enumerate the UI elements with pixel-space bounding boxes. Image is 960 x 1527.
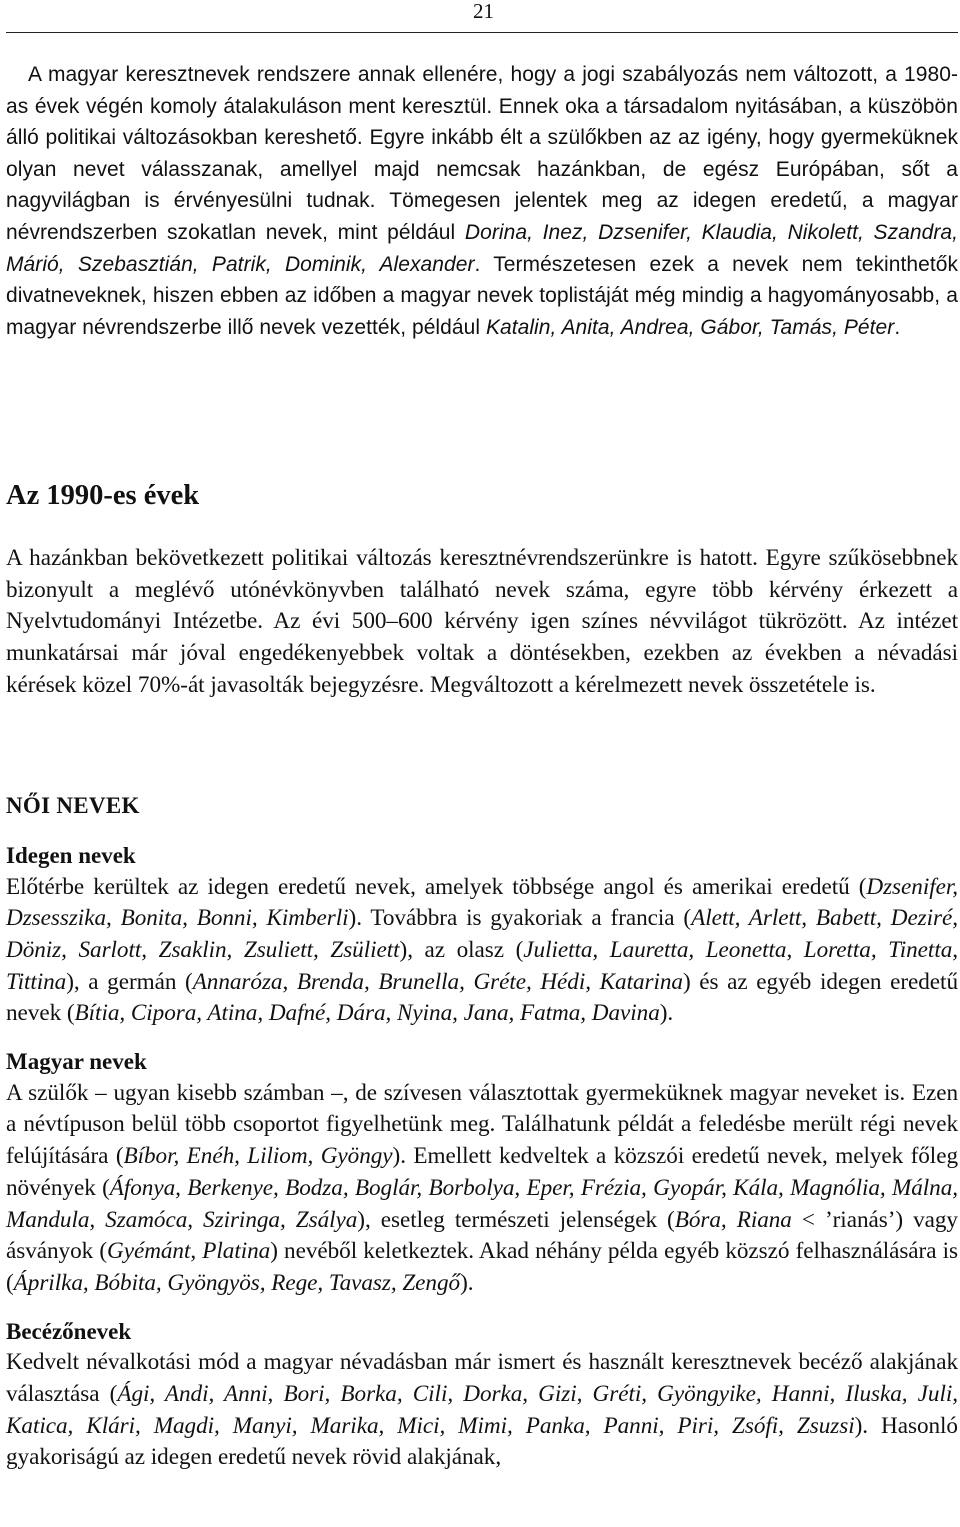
- spacer: [6, 1030, 958, 1046]
- subsection-idegen: [6, 840, 958, 1030]
- text-run: ), esetleg természeti jelenségek (: [357, 1206, 675, 1233]
- italic-run: Dorina, Inez, Dzsenifer, Klaudia, Nikolett, Szandra, Márió, Szebasztián, Patrik, Dominik, Alexander: [6, 220, 958, 276]
- italic-run: Annaróza, Brenda, Brunella, Gréte, Hédi, Katarina: [192, 968, 683, 995]
- text-run: . Természetesen ezek a nevek nem tekinthetők divatneveknek, hiszen ebben az időben a magyar nevek toplistáját még mindig a hagyományosabb, a magyar névrendszerbe illő nevek vezették, például: [6, 252, 958, 339]
- text-run: ). Emellett kedveltek a közszói eredetű nevek, melyek főleg növények (: [6, 1143, 958, 1201]
- italic-run: Bíbor, Enéh, Liliom, Gyöngy: [123, 1143, 393, 1170]
- subsection-paragraph: [6, 872, 958, 1031]
- text-run: ) és az egyéb idegen eredetű nevek (: [6, 968, 958, 1027]
- italic-run: Áprilka, Bóbita, Gyöngyös, Rege, Tavasz, Zengő: [13, 1269, 461, 1296]
- text-run: ). Hasonló gyakoriságú az idegen eredetű nevek rövid alakjának,: [6, 1412, 958, 1471]
- header-rule: [6, 32, 958, 33]
- intro-paragraph: [6, 59, 958, 343]
- subsection-paragraph: [6, 1347, 958, 1474]
- text-run: A szülők – ugyan kisebb számban –, de szívesen választottak gyermeküknek magyar neveket is. Ezen a névtípuson belül több csoportot figyelhetünk meg. Találhatunk példát a feledésbe merült régi nevek felújítására (: [6, 1079, 958, 1170]
- italic-run: Dzsenifer, Dzsesszika, Bonita, Bonni, Kimberli: [6, 873, 958, 932]
- italic-run: Bóra, Riana: [674, 1206, 792, 1233]
- section-heading: Az 1990-es évek: [6, 480, 200, 511]
- text-run: ). Továbbra is gyakoriak a francia (: [348, 905, 692, 932]
- intro-section: [6, 59, 958, 343]
- section-1990s: [6, 543, 958, 702]
- italic-run: Bítia, Cipora, Atina, Dafné, Dára, Nyina, Jana, Fatma, Davina: [74, 1000, 660, 1027]
- section-paragraph: [6, 543, 958, 702]
- text-run: ).: [659, 1000, 674, 1027]
- italic-run: Áfonya, Berkenye, Bodza, Boglár, Borbolya, Eper, Frézia, Gyopár, Kála, Magnólia, Málna, Mandula, Szamóca, Sziringa, Zsálya: [6, 1174, 958, 1233]
- category-heading: NŐI NEVEK: [6, 793, 140, 818]
- spacer: [6, 1300, 958, 1316]
- italic-run: Julietta, Lauretta, Leonetta, Loretta, Tinetta, Tittina: [6, 937, 959, 995]
- text-run: ).: [460, 1269, 474, 1296]
- text-run: ), az olasz (: [399, 937, 524, 963]
- subsections: [6, 840, 958, 1474]
- italic-run: Katalin, Anita, Andrea, Gábor, Tamás, Péter: [485, 315, 895, 339]
- text-run: < ’rianás’) vagy ásványok (: [6, 1206, 958, 1265]
- subsection-heading: Becézőnevek: [6, 1318, 132, 1344]
- subsection-becezo: [6, 1316, 958, 1474]
- text-run: ) nevéből keletkeztek. Akad néhány példa egyéb közszó felhasználására is (: [6, 1238, 958, 1296]
- page-number: 21: [473, 0, 494, 23]
- text-run: A magyar keresztnevek rendszere annak ellenére, hogy a jogi szabályozás nem változott, a 1980-as évek végén komoly átalakuláson ment keresztül. Ennek oka a társadalom nyitásában, a küszöbön álló politikai változásokban kereshető. Egyre inkább élt a szülőkben az az igény, hogy gyermeküknek olyan nevet válasszanak, amellyel majd nemcsak hazánkban, de egész Európában, sőt a nagyvilágban is érvényesülni tudnak. Tömegesen jelentek meg az idegen eredetű, a magyar névrendszerben szokatlan nevek, mint például: [6, 63, 958, 244]
- subsection-magyar: [6, 1046, 958, 1300]
- subsection-heading: Idegen nevek: [6, 843, 136, 868]
- text-run: .: [894, 315, 901, 339]
- italic-run: Gyémánt, Platina: [107, 1238, 271, 1265]
- text-run: ), a germán (: [66, 968, 193, 995]
- text-run: A hazánkban bekövetkezett politikai változás keresztnévrendszerünkre is hatott. Egyre szűkösebbnek bizonyult a meglévő utónévkönyvben található nevek száma, egyre több kérvény érkezett a Nyelvtudományi Intézetbe. Az évi 500–600 kérvény igen színes névvilágot tükrözött. Az intézet munkatársai már jóval engedékenyebbek voltak a döntésekben, ezekben az években a névadási kérések közel 70%-át javasolták bejegyzésre. Megváltozott a kérelmezett nevek összetétele is.: [6, 545, 958, 698]
- subsection-paragraph: [6, 1078, 958, 1300]
- text-run: Előtérbe kerültek az idegen eredetű nevek, amelyek többsége angol és amerikai eredetű (: [6, 873, 867, 900]
- text-run: Kedvelt névalkotási mód a magyar névadásban már ismert és használt keresztnevek becéző alakjának választása (: [6, 1349, 958, 1407]
- italic-run: Ági, Andi, Anni, Bori, Borka, Cili, Dorka, Gizi, Gréti, Gyöngyike, Hanni, Iluska, Juli, Katica, Klári, Magdi, Manyi, Marika, Mici, Mimi, Panka, Panni, Piri, Zsófi, Zsuzsi: [6, 1380, 958, 1439]
- italic-run: Alett, Arlett, Babett, Deziré, Döniz, Sarlott, Zsaklin, Zsuliett, Zsüliett: [6, 905, 959, 963]
- subsection-heading: Magyar nevek: [6, 1049, 147, 1075]
